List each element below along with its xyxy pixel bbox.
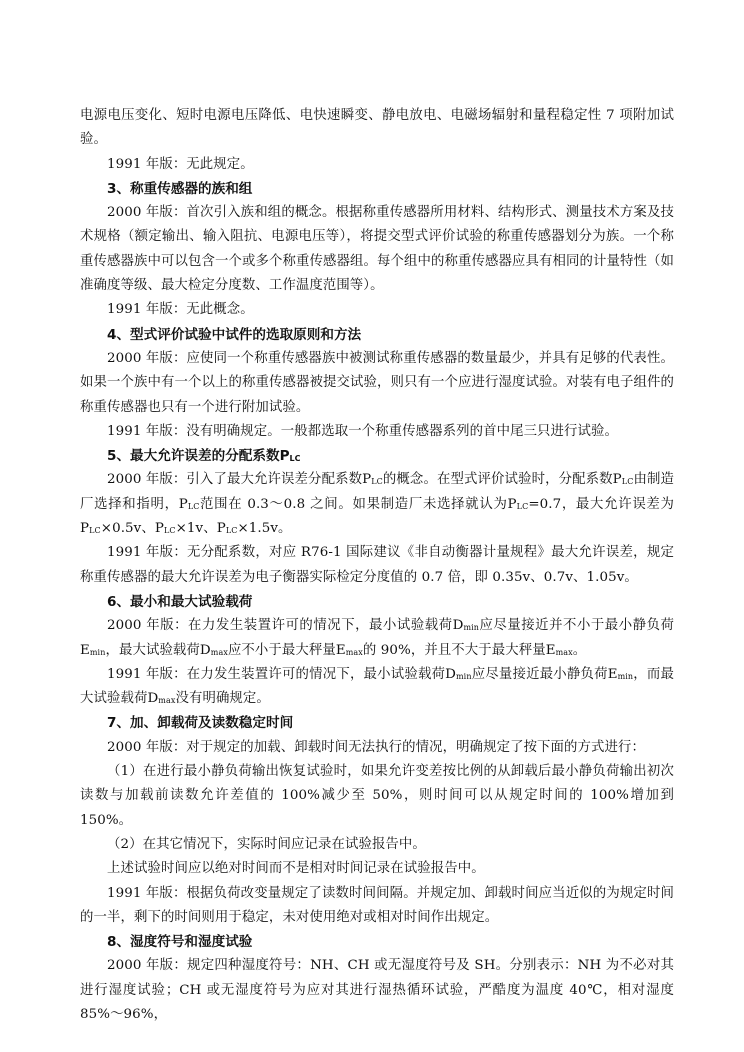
subscript: min: [455, 671, 472, 681]
text-run: =0.7，最大允许误差为P: [80, 496, 675, 537]
text-run: 由制造厂选择和指明，P: [80, 472, 674, 512]
heading-text: 5、最大允许误差的分配系数P: [107, 448, 290, 465]
section-heading: 8、湿度符号和湿度试验: [107, 934, 253, 951]
subscript: max: [158, 696, 176, 706]
text-run: 应尽量接近最小静负荷E: [471, 666, 618, 682]
paragraph: 1991 年版：没有明确规定。一般都选取一个称重传感器系列的首中尾三只进行试验。: [107, 423, 619, 439]
subscript: LC: [371, 477, 383, 487]
text-run: 。: [572, 642, 587, 658]
subscript: LC: [163, 526, 176, 536]
text-run: 1991 年版：在力发生装置许可的情况下，最小试验载荷D: [107, 666, 456, 682]
paragraph: [80, 468, 674, 541]
section-heading: [80, 444, 674, 468]
text-run: 的 90%，并且不大于最大秤量E: [362, 642, 556, 658]
subscript: LC: [225, 526, 238, 536]
text-run: ×1v、P: [175, 521, 226, 537]
subscript: min: [617, 671, 634, 681]
text-run: 应尽量接近并不小于最小静负荷E: [80, 618, 674, 658]
paragraph: 1991 年版：根据负荷改变量规定了读数时间间隔。并规定加、卸载时间应当近似的为规定时间的一半，剩下的时间则用于稳定，未对使用绝对或相对时间作出规定。: [80, 885, 674, 925]
subscript: max: [555, 647, 573, 657]
subscript: LC: [516, 501, 529, 511]
subscript: LC: [621, 477, 634, 487]
paragraph: 1991 年版：无此规定。: [107, 156, 254, 172]
paragraph: [80, 614, 674, 663]
subscript: LC: [187, 501, 200, 511]
subscript: min: [89, 647, 106, 657]
text-run: 2000 年版：引入了最大允许误差分配系数P: [107, 472, 372, 488]
section-heading: 6、最小和最大试验载荷: [107, 593, 253, 610]
text-run: ，而最大试验载荷D: [80, 666, 674, 707]
paragraph: 2000 年版：首次引入族和组的概念。根据称重传感器所用材料、结构形式、测量技术方案及技术规格（额定输出、输入阻抗、电源电压等），将提交型式评价试验的称重传感器划分为族。一个称重传感器族中可以包含一个或多个称重传感器组。每个组中的称重传感器应具有相同的计量特性（如准确度等级、最大检定分度数、工作温度范围等）。: [80, 205, 674, 294]
subscript: max: [345, 647, 363, 657]
text-run: 没有明确规定。: [175, 691, 270, 707]
subscript: max: [210, 647, 228, 657]
subscript: LC: [289, 454, 301, 464]
paragraph: [80, 663, 674, 712]
paragraph: 1991 年版：无分配系数，对应 R76-1 国际建议《非自动衡器计量规程》最大允许误差，规定称重传感器的最大允许误差为电子衡器实际检定分度值的 0.7 倍，即 0.35v、0.7v、1.05v。: [80, 545, 674, 585]
section-heading: 4、型式评价试验中试件的选取原则和方法: [107, 326, 362, 343]
text-run: 2000 年版：在力发生装置许可的情况下，最小试验载荷D: [107, 618, 464, 634]
section-heading: 3、称重传感器的族和组: [107, 180, 253, 197]
paragraph: 2000 年版：规定四种湿度符号：NH、CH 或无湿度符号及 SH。分别表示：NH 为不必对其进行湿度试验；CH 或无湿度符号为应对其进行湿热循环试验，严酷度为温度 40℃，相对湿度 85%～96%，: [80, 958, 674, 1022]
text-run: 的概念。在型式评价试验时，分配系数P: [382, 472, 622, 488]
text-run: ，最大试验载荷D: [105, 642, 211, 658]
paragraph: （1）在进行最小静负荷输出恢复试验时，如果允许变差按比例的从卸载后最小静负荷输出初次读数与加载前读数允许差值的 100%减少至 50%，则时间可以从规定时间的 100%增加到 150%。: [80, 764, 674, 828]
paragraph: 1991 年版：无此概念。: [107, 302, 254, 318]
text-run: 范围在 0.3～0.8 之间。如果制造厂未选择就认为P: [199, 496, 517, 512]
paragraph: 上述试验时间应以绝对时间而不是相对时间记录在试验报告中。: [107, 861, 485, 877]
paragraph: 2000 年版：对于规定的加载、卸载时间无法执行的情况，明确规定了按下面的方式进行：: [107, 739, 645, 755]
paragraph: 电源电压变化、短时电源电压降低、电快速瞬变、静电放电、电磁场辐射和量程稳定性 7 项附加试验。: [80, 108, 674, 148]
paragraph: 2000 年版：应使同一个称重传感器族中被测试称重传感器的数量最少，并具有足够的代表性。如果一个族中有一个以上的称重传感器被提交试验，则只有一个应进行湿度试验。对装有电子组件的称重传感器也只有一个进行附加试验。: [80, 350, 674, 415]
paragraph: （2）在其它情况下，实际时间应记录在试验报告中。: [107, 836, 426, 852]
subscript: min: [463, 623, 480, 633]
text-run: ×1.5v。: [237, 521, 292, 537]
text-run: ×0.5v、P: [100, 521, 164, 537]
subscript: LC: [89, 526, 101, 536]
section-heading: 7、加、卸载荷及读数稳定时间: [107, 715, 294, 732]
text-run: 应不小于最大秤量E: [227, 642, 346, 658]
